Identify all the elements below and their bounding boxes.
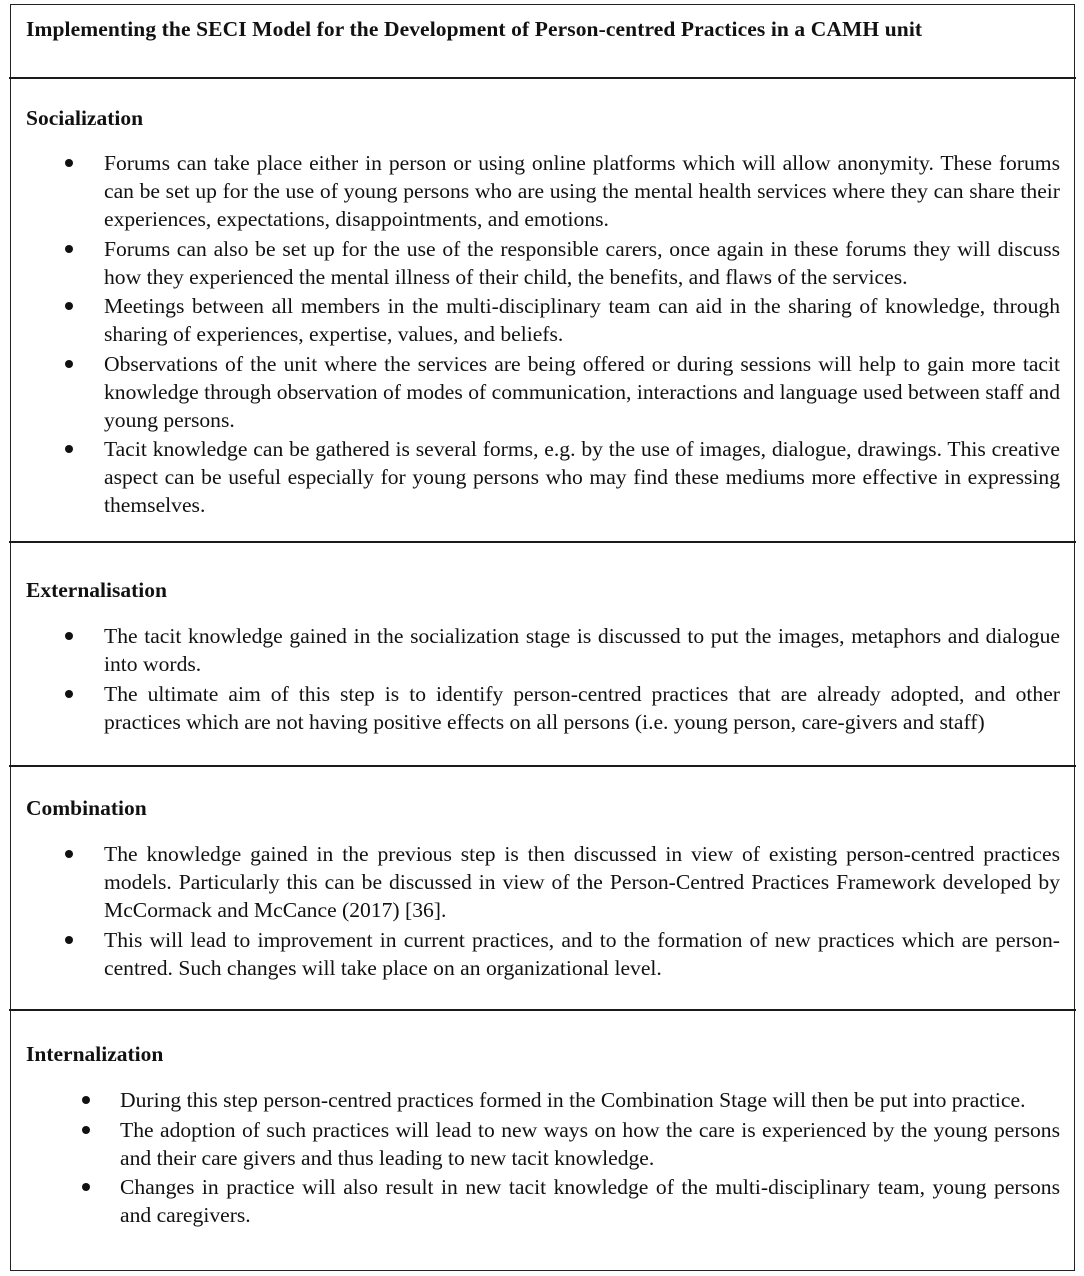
bullet-icon xyxy=(65,302,73,310)
bullet-icon xyxy=(65,690,73,698)
bullet-icon xyxy=(82,1096,90,1104)
bullet-icon xyxy=(65,245,73,253)
list-item: The tacit knowledge gained in the socialization stage is discussed to put the images, metaphors and dialogue into words. xyxy=(11,622,1060,678)
bullet-icon xyxy=(65,936,73,944)
combination-list xyxy=(11,840,1060,983)
list-item: Forums can take place either in person or using online platforms which will allow anonymity. These forums can be set up for the use of young persons who are using the mental health services where they can share their experiences, expectations, disappointments, and emotions. xyxy=(11,149,1060,233)
bullet-icon xyxy=(82,1126,90,1134)
table-title: Implementing the SECI Model for the Development of Person-centred Practices in a CAMH unit xyxy=(26,17,923,41)
bullet-icon xyxy=(65,850,73,858)
list-item: This will lead to improvement in current practices, and to the formation of new practices which are person-centred. Such changes will take place on an organizational level. xyxy=(11,926,1060,982)
section-heading-socialization: Socialization xyxy=(26,106,144,130)
internalization-list xyxy=(11,1086,1060,1231)
bullet-icon xyxy=(65,632,73,640)
list-item: Changes in practice will also result in new tacit knowledge of the multi-disciplinary team, young persons and caregivers. xyxy=(11,1173,1060,1229)
section-heading-internalization: Internalization xyxy=(26,1042,164,1066)
list-item: Tacit knowledge can be gathered is several forms, e.g. by the use of images, dialogue, drawings. This creative aspect can be useful especially for young persons who may find these mediums more effective in expressing themselves. xyxy=(11,435,1060,519)
bullet-icon xyxy=(82,1183,90,1191)
list-item: The ultimate aim of this step is to identify person-centred practices that are already adopted, and other practices which are not having positive effects on all persons (i.e. young person, care-givers and staff) xyxy=(11,680,1060,736)
row-divider xyxy=(9,77,1076,79)
socialization-list xyxy=(11,149,1060,521)
section-heading-externalisation: Externalisation xyxy=(26,578,167,602)
externalisation-list xyxy=(11,622,1060,737)
bullet-icon xyxy=(65,445,73,453)
list-item: Observations of the unit where the services are being offered or during sessions will help to gain more tacit knowledge through observation of modes of communication, interactions and language used between staff and young persons. xyxy=(11,350,1060,434)
seci-table xyxy=(10,4,1075,1271)
list-item: The adoption of such practices will lead to new ways on how the care is experienced by the young persons and their care givers and thus leading to new tacit knowledge. xyxy=(11,1116,1060,1172)
bullet-icon xyxy=(65,159,73,167)
row-divider xyxy=(9,1009,1076,1011)
list-item: The knowledge gained in the previous step is then discussed in view of existing person-centred practices models. Particularly this can be discussed in view of the Person-Centred Practices Framework developed by McCormack and McCance (2017) [36]. xyxy=(11,840,1060,924)
row-divider xyxy=(9,541,1076,543)
list-item: Meetings between all members in the multi-disciplinary team can aid in the sharing of knowledge, through sharing of experiences, expertise, values, and beliefs. xyxy=(11,292,1060,348)
row-divider xyxy=(9,765,1076,767)
list-item: Forums can also be set up for the use of the responsible carers, once again in these forums they will discuss how they experienced the mental illness of their child, the benefits, and flaws of the services. xyxy=(11,235,1060,291)
bullet-icon xyxy=(65,360,73,368)
section-heading-combination: Combination xyxy=(26,796,147,820)
list-item: During this step person-centred practices formed in the Combination Stage will then be put into practice. xyxy=(11,1086,1060,1114)
